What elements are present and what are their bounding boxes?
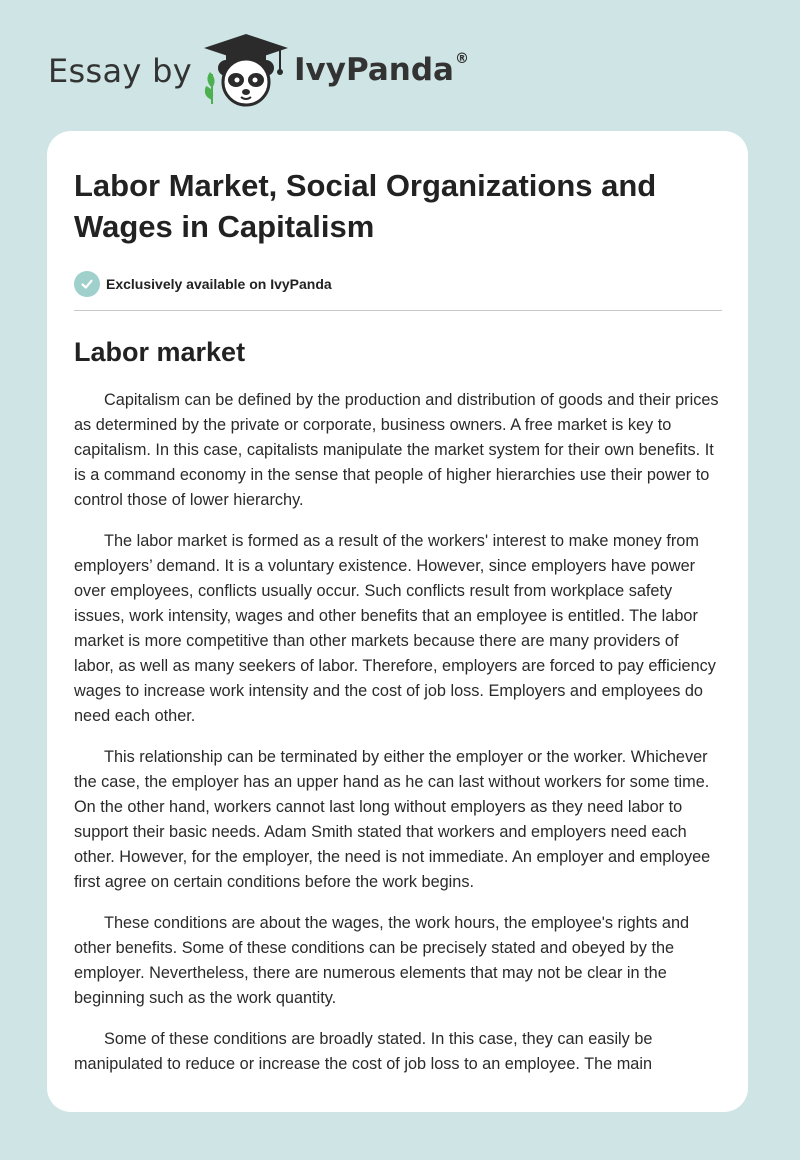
essay-title: Labor Market, Social Organizations and Wages in Capitalism bbox=[74, 168, 657, 244]
registered-mark: ® bbox=[454, 50, 469, 67]
paragraph: The labor market is formed as a result of the workers' interest to make money from employers’ demand. It is a voluntary existence. However, since employers have power over employees, conflicts usually occur. Such conflicts result from workplace safety issues, work intensity, wages and other benefits that an employee is entitled. The labor market is more competitive than other markets because there are many providers of labor, as well as many seekers of labor. Therefore, employers are forced to pay efficiency wages to increase work intensity and the cost of job loss. Employers and employees do need each other. bbox=[74, 532, 716, 725]
panda-graduation-cap-logo-icon[interactable] bbox=[200, 30, 292, 110]
brand-text: IvyPanda bbox=[294, 52, 454, 88]
site-header bbox=[0, 0, 800, 130]
essay-card bbox=[47, 131, 748, 1112]
paragraph: Capitalism can be defined by the production and distribution of goods and their prices as determined by the private or corporate, business owners. A free market is key to capitalism. In this case, capitalists manipulate the market system for their own benefits. It is a command economy in the sense that people of higher hierarchies use their power to control those of lower hierarchy. bbox=[74, 391, 719, 509]
essay-by-label: Essay by bbox=[48, 52, 192, 90]
paragraph: Some of these conditions are broadly stated. In this case, they can easily be manipulated to reduce or increase the cost of job loss to an employee. The main bbox=[74, 1030, 653, 1073]
divider bbox=[74, 310, 722, 311]
paragraph: This relationship can be terminated by either the employer or the worker. Whichever the case, the employer has an upper hand as he can last without workers for some time. On the other hand, workers cannot last long without employers as they need labor to support their basic needs. Adam Smith stated that workers and employers need each other. However, for the employer, the need is not immediate. An employer and employee first agree on certain conditions before the work begins. bbox=[74, 748, 711, 891]
check-icon bbox=[74, 271, 100, 297]
paragraph: These conditions are about the wages, the work hours, the employee's rights and other benefits. Some of these conditions can be precisely stated and obeyed by the employer. Nevertheless, there are numerous elements that may not be clear in the beginning such as the work quantity. bbox=[74, 914, 690, 1007]
section-heading: Labor market bbox=[74, 337, 246, 367]
exclusive-label: Exclusively available on IvyPanda bbox=[106, 276, 332, 292]
exclusive-badge bbox=[74, 271, 722, 297]
brand-name[interactable] bbox=[294, 52, 469, 88]
